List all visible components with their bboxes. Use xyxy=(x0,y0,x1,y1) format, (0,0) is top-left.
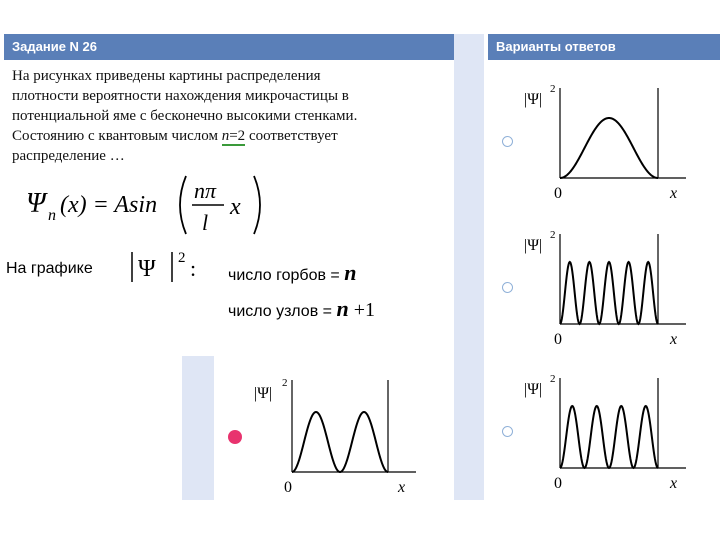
graph-xlabel: x xyxy=(670,185,678,202)
answer-option-3-graph xyxy=(520,370,710,494)
task-line-4-post: соответствует xyxy=(245,128,338,144)
formula-psi: Ψ xyxy=(26,188,46,219)
quantum-number-n: n=2 xyxy=(221,128,246,144)
wavefunction-formula xyxy=(24,170,284,240)
graph-ylabel-exp: 2 xyxy=(282,377,288,389)
task-question xyxy=(12,66,452,166)
graph-xlabel: x xyxy=(670,331,678,348)
graph-curve xyxy=(292,412,388,472)
formula-argument: (x) = Asin xyxy=(60,192,158,218)
graph-ylabel-exp: 2 xyxy=(550,229,556,241)
on-graph-label: На графике xyxy=(6,260,93,277)
graph-xlabel: x xyxy=(398,479,406,496)
graph-ylabel: |Ψ| xyxy=(254,385,273,402)
rule-exp: 2 xyxy=(178,250,186,266)
task-line-1: На рисунках приведены картины распределения xyxy=(12,68,321,84)
graph-curve xyxy=(560,406,658,468)
selected-answer-graph xyxy=(248,372,418,500)
graph-ylabel: |Ψ| xyxy=(524,237,543,254)
graph-curve xyxy=(560,262,658,324)
answer-option-1-graph xyxy=(520,80,710,204)
answer-option-1-radio[interactable] xyxy=(502,136,513,147)
answer-option-2-radio[interactable] xyxy=(502,282,513,293)
answer-option-2-graph xyxy=(520,226,710,350)
formula-denominator: l xyxy=(202,210,209,235)
psi-squared-symbol xyxy=(128,248,208,288)
humps-rule: число горбов = n xyxy=(228,260,357,285)
graph-xlabel: x xyxy=(670,475,678,492)
task-line-3: потенциальной яме с бесконечно высокими стенками. xyxy=(12,108,358,124)
graph-curve xyxy=(560,118,658,178)
formula-numerator: nπ xyxy=(194,178,217,203)
divider-stripe xyxy=(454,34,484,500)
formula-x: x xyxy=(230,194,241,220)
rule-psi: Ψ xyxy=(138,256,156,282)
graph-ylabel: |Ψ| xyxy=(524,381,543,398)
formula-left-paren xyxy=(180,176,186,234)
formula-sub-n: n xyxy=(48,207,56,224)
formula-right-paren xyxy=(254,176,260,234)
rule-colon: : xyxy=(190,256,197,281)
graph-origin: 0 xyxy=(554,185,562,202)
graph-origin: 0 xyxy=(554,475,562,492)
task-header: Задание N 26 xyxy=(4,34,454,60)
answer-highlight-stripe xyxy=(182,356,214,500)
graph-ylabel: |Ψ| xyxy=(524,91,543,108)
graph-origin: 0 xyxy=(554,331,562,348)
selected-answer-marker[interactable] xyxy=(228,430,242,444)
task-line-4 xyxy=(12,126,452,146)
task-line-2: плотности вероятности нахождения микрочастицы в xyxy=(12,88,349,104)
answers-header: Варианты ответов xyxy=(488,34,720,60)
graph-ylabel-exp: 2 xyxy=(550,83,556,95)
task-line-5: распределение … xyxy=(12,148,125,164)
task-line-4-pre: Состоянию с квантовым числом xyxy=(12,128,222,144)
answer-option-3-radio[interactable] xyxy=(502,426,513,437)
graph-origin: 0 xyxy=(284,479,292,496)
graph-ylabel-exp: 2 xyxy=(550,373,556,385)
nodes-rule: число узлов = n +1 xyxy=(228,296,375,321)
